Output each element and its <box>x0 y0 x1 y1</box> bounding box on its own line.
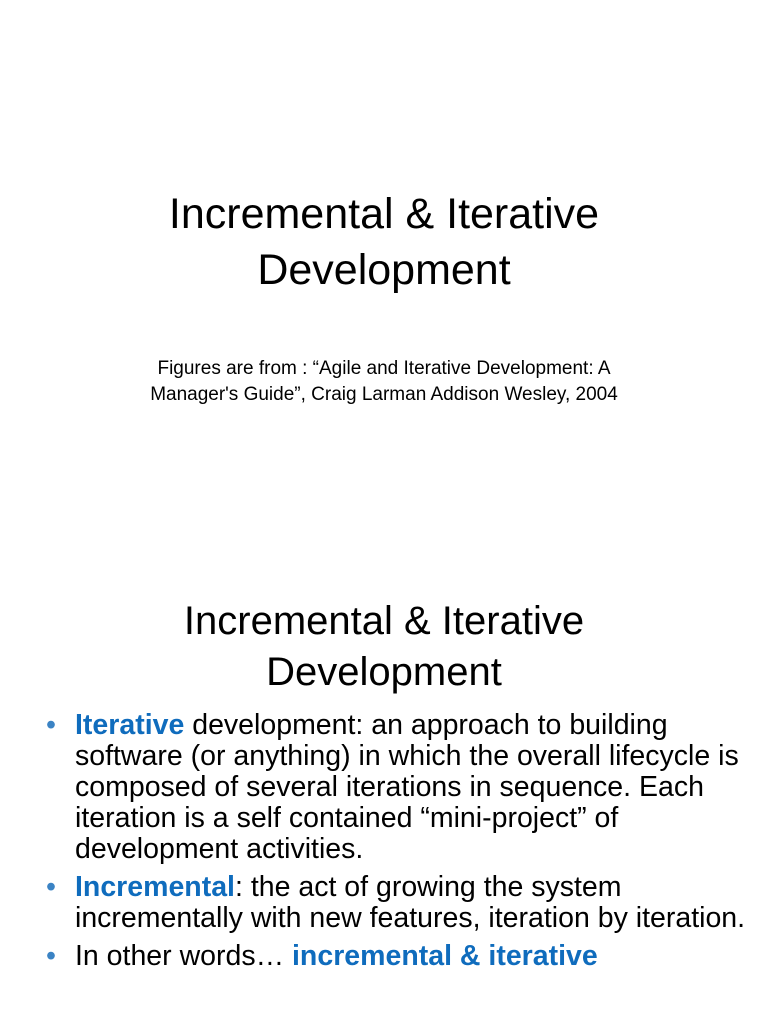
bullet-list <box>46 710 746 979</box>
bullet-icon: • <box>46 940 56 972</box>
content-slide <box>0 576 768 1024</box>
keyword-iterative: Iterative <box>75 709 185 741</box>
slide-subtitle <box>0 356 768 408</box>
slide-title-line-1: Incremental & Iterative <box>183 599 585 643</box>
bullet-icon: • <box>46 709 56 741</box>
keyword-incremental-iterative: incremental & iterative <box>292 940 598 972</box>
bullet-iterative <box>46 710 746 865</box>
slide-title-line-2: Development <box>257 246 511 294</box>
slide-title-line-1: Incremental & Iterative <box>168 190 600 238</box>
slide-title-line-2: Development <box>266 650 502 694</box>
bullet-text: : the act of growing the system incrementally with new features, iteration by iteration. <box>75 871 746 934</box>
bullet-text: In other words… <box>75 940 293 972</box>
slide-title <box>0 596 768 698</box>
keyword-incremental: Incremental <box>75 871 235 903</box>
bullet-icon: • <box>46 871 56 903</box>
bullet-incremental <box>46 872 746 934</box>
bullet-in-other-words <box>46 941 746 972</box>
slide-title <box>0 186 768 298</box>
bullet-text: development: an approach to building software (or anything) in which the overall lifecycle is composed of several iterations in sequence. Each iteration is a self contained “mini-project” of development activities. <box>75 709 739 865</box>
slide-subtitle-line-1: Figures are from : “Agile and Iterative Development: A <box>157 358 611 379</box>
slide-subtitle-line-2: Manager's Guide”, Craig Larman Addison Wesley, 2004 <box>150 384 618 405</box>
